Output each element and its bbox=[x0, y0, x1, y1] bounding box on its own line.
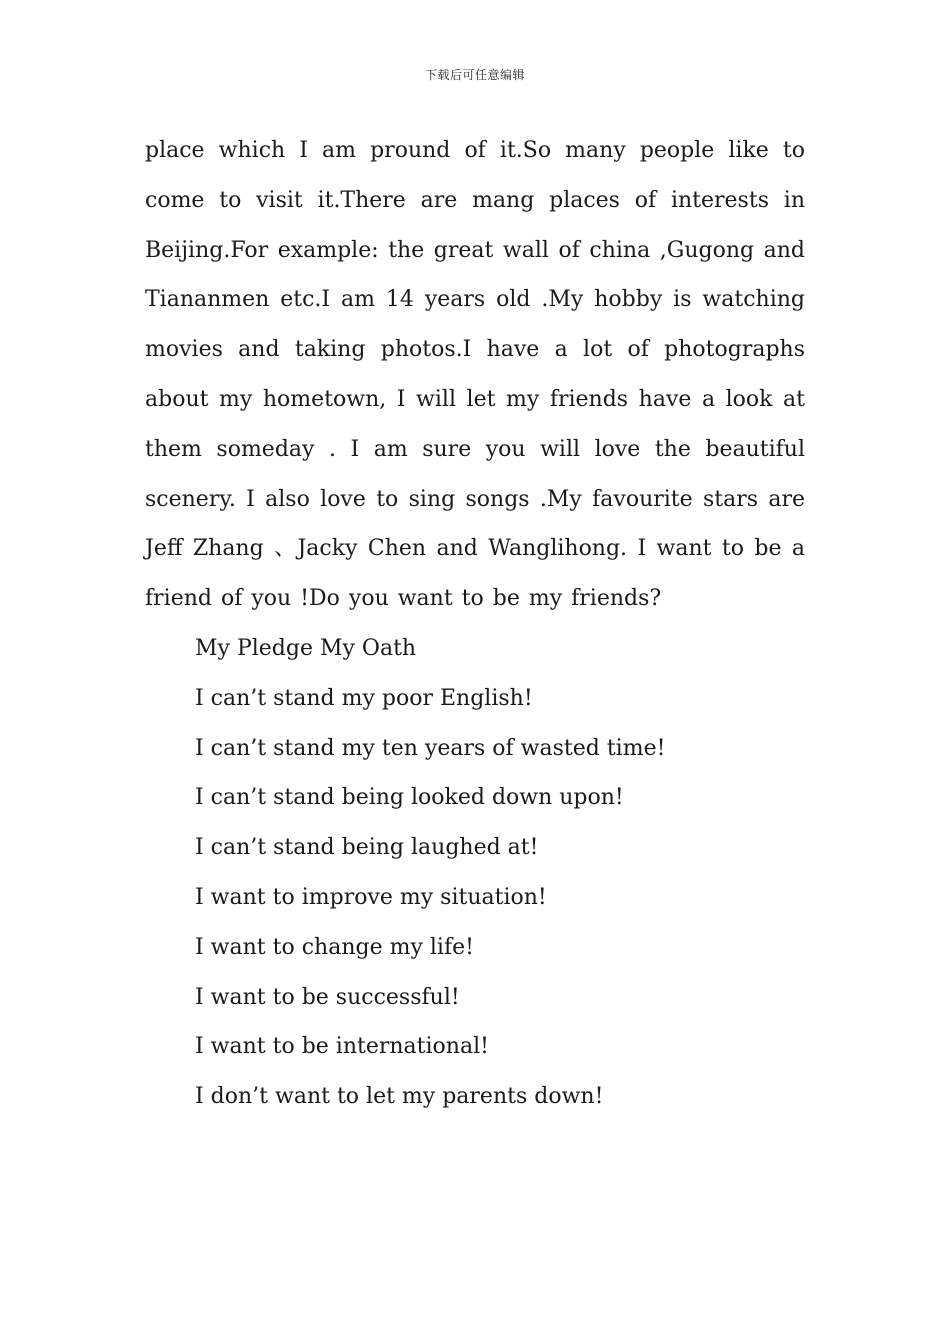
pledge-line: I can’t stand my ten years of wasted time! bbox=[195, 735, 666, 761]
pledge-line: I don’t want to let my parents down! bbox=[195, 1084, 604, 1110]
pledge-line: I can’t stand being looked down upon! bbox=[195, 785, 624, 811]
pledge-line: I want to be successful! bbox=[195, 984, 460, 1010]
pledge-line: I can’t stand my poor English! bbox=[195, 685, 533, 711]
pledge-line: I can’t stand being laughed at! bbox=[195, 835, 539, 861]
pledge-line: I want to change my life! bbox=[195, 934, 474, 960]
intro-paragraph: place which I am pround of it.So many people like to come to visit it.There are mang places of interests in Beijing.For example: the great wall of china ,Gugong and Tiananmen etc.I am 14 years old .My hobby is watching movies and taking photos.I have a lot of photographs about my hometown, I will let my friends have a look at them someday . I am sure you will love the beautiful scenery. I also love to sing songs .My favourite stars are Jeff Zhang 、Jacky Chen and Wanglihong. I want to be a friend of you !Do you want to be my friends? bbox=[145, 138, 805, 612]
document-body bbox=[145, 126, 805, 1122]
pledge-line: I want to improve my situation! bbox=[195, 884, 547, 910]
page-header: 下载后可任意编辑 bbox=[424, 68, 525, 82]
pledge-title: My Pledge My Oath bbox=[195, 635, 417, 661]
pledge-line: I want to be international! bbox=[195, 1034, 489, 1060]
